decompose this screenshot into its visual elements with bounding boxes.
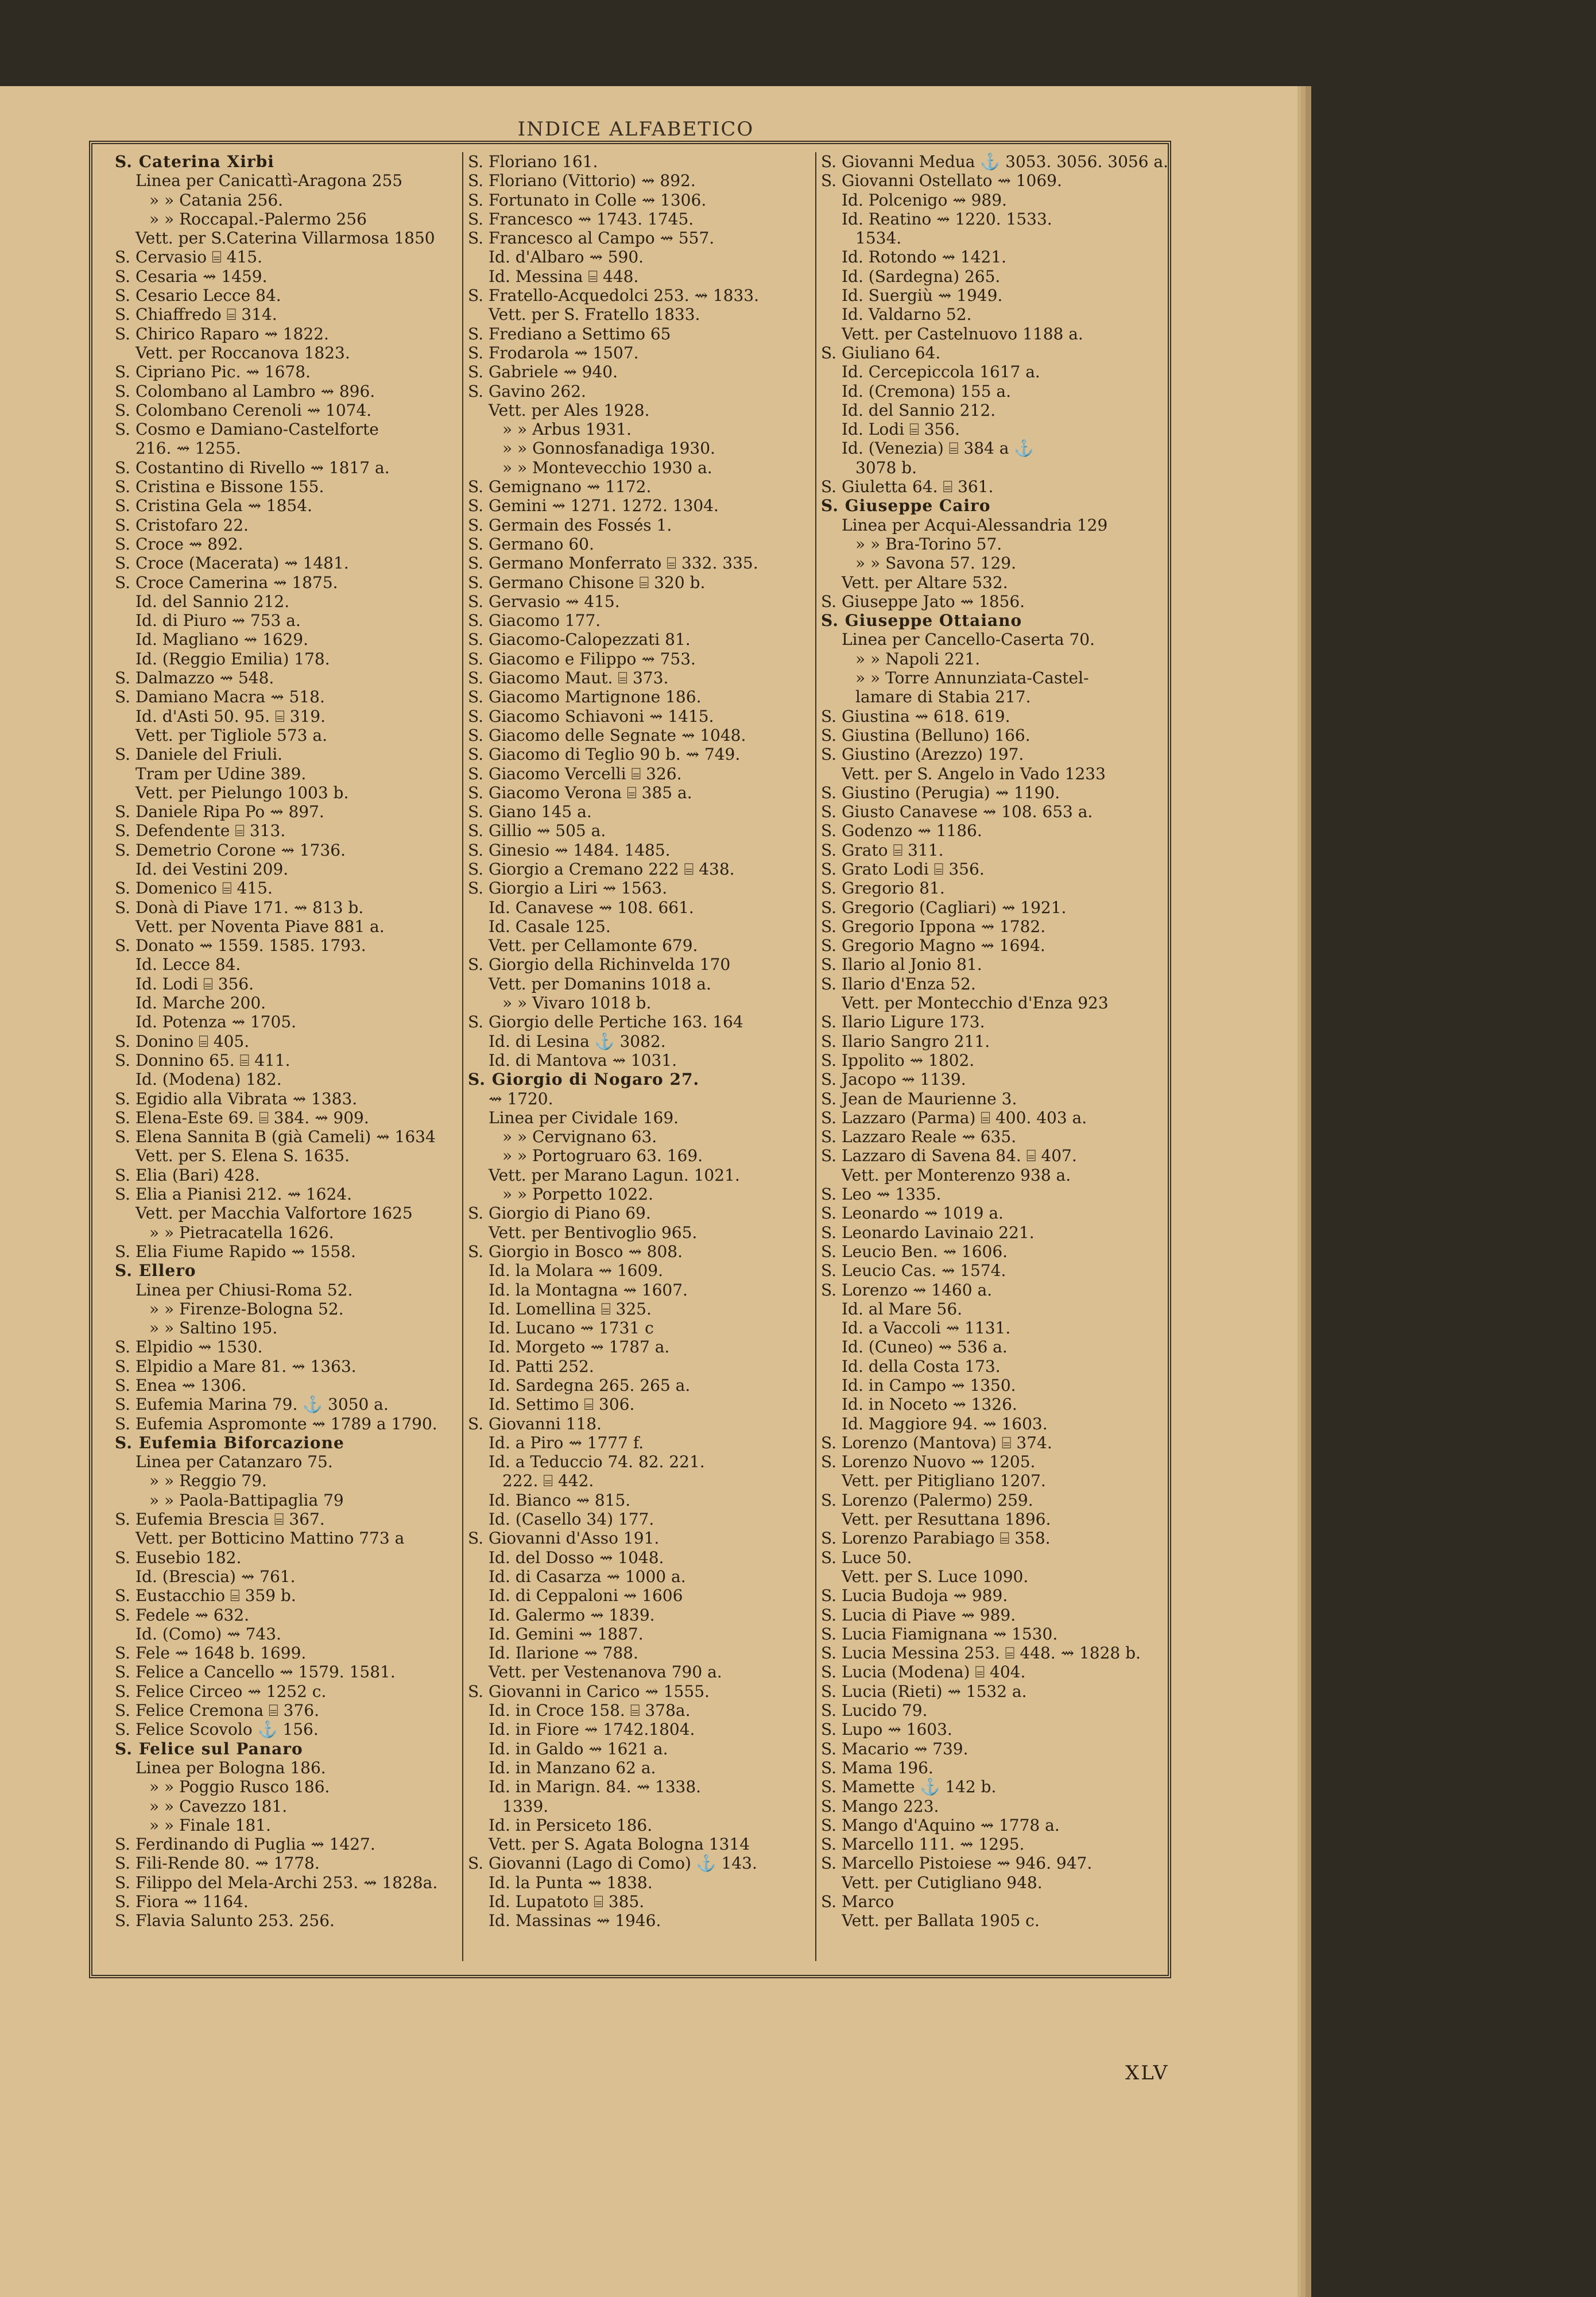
index-entry: Linea per Cividale 169. [489, 1108, 679, 1127]
index-entry: Id. Maggiore 94. ⇝ 1603. [842, 1414, 1048, 1433]
index-entry: S. Elia a Pianisi 212. ⇝ 1624. [115, 1185, 352, 1204]
index-entry: Vett. per S. Angelo in Vado 1233 [842, 764, 1106, 783]
index-entry: Id. (Venezia) ⌸ 384 a ⚓ [842, 439, 1035, 458]
index-entry: Id. Reatino ⇝ 1220. 1533. [842, 209, 1052, 229]
index-entry: S. Lucia Fiamignana ⇝ 1530. [821, 1624, 1058, 1644]
index-entry: S. Gregorio Magno ⇝ 1694. [821, 936, 1045, 956]
index-entry: S. Giorgio della Richinvelda 170 [468, 955, 731, 975]
index-entry: S. Croce Camerina ⇝ 1875. [115, 573, 338, 592]
index-entry: Id. del Sannio 212. [842, 400, 996, 420]
index-entry: Vett. per Roccanova 1823. [135, 343, 350, 362]
index-entry: Vett. per Montecchio d'Enza 923 [842, 993, 1109, 1013]
index-entry: S. Elia (Bari) 428. [115, 1165, 260, 1185]
index-entry: Tram per Udine 389. [135, 764, 307, 783]
index-entry: S. Floriano 161. [468, 152, 598, 171]
index-entry: S. Lorenzo Parabiago ⌸ 358. [821, 1529, 1051, 1548]
index-entry: S. Elpidio ⇝ 1530. [115, 1337, 263, 1357]
index-entry: Vett. per Altare 532. [842, 573, 1008, 592]
index-entry: Id. Massinas ⇝ 1946. [489, 1911, 661, 1931]
index-entry: S. Lupo ⇝ 1603. [821, 1720, 952, 1739]
index-entry: Id. Casale 125. [489, 917, 611, 936]
index-entry: Id. di Ceppaloni ⇝ 1606 [489, 1586, 683, 1606]
index-entry: S. Giuseppe Ottaiano [821, 611, 1022, 631]
index-entry: Id. (Casello 34) 177. [489, 1510, 654, 1529]
index-entry: Id. Galermo ⇝ 1839. [489, 1605, 655, 1625]
index-entry: S. Lucia (Rieti) ⇝ 1532 a. [821, 1681, 1027, 1701]
index-entry: S. Ginesio ⇝ 1484. 1485. [468, 840, 671, 860]
index-entry: Id. in Galdo ⇝ 1621 a. [489, 1739, 668, 1758]
index-entry: Id. (Reggio Emilia) 178. [135, 649, 330, 668]
index-entry: » » Porpetto 1022. [502, 1185, 653, 1204]
index-entry: » » Paola-Battipaglia 79 [149, 1490, 344, 1510]
index-entry: Id. Lodi ⌸ 356. [842, 420, 960, 439]
index-entry: » » Saltino 195. [149, 1318, 278, 1338]
index-entry: S. Cosmo e Damiano-Castelforte [115, 420, 379, 439]
index-entry: S. Eufemia Aspromonte ⇝ 1789 a 1790. [115, 1414, 437, 1433]
index-entry: S. Giovanni in Carico ⇝ 1555. [468, 1681, 710, 1701]
index-entry: Vett. per Ballata 1905 c. [842, 1911, 1040, 1931]
index-entry: Id. in Croce 158. ⌸ 378a. [489, 1701, 691, 1720]
index-entry: S. Jacopo ⇝ 1139. [821, 1070, 966, 1089]
index-entry: S. Enea ⇝ 1306. [115, 1376, 247, 1395]
index-entry: Vett. per Cutigliano 948. [842, 1873, 1043, 1892]
index-entry: Id. (Cuneo) ⇝ 536 a. [842, 1337, 1008, 1357]
index-entry: lamare di Stabia 217. [855, 687, 1031, 707]
index-entry: S. Cipriano Pic. ⇝ 1678. [115, 362, 311, 382]
index-entry: S. Giuliano 64. [821, 343, 941, 362]
index-entry: Id. in Marign. 84. ⇝ 1338. [489, 1777, 702, 1797]
index-entry: S. Marcello Pistoiese ⇝ 946. 947. [821, 1854, 1093, 1873]
index-entry: Id. in Campo ⇝ 1350. [842, 1376, 1016, 1395]
index-entry: S. Ilario d'Enza 52. [821, 974, 976, 993]
index-entry: Id. (Modena) 182. [135, 1070, 282, 1089]
index-entry: S. Elia Fiume Rapido ⇝ 1558. [115, 1242, 356, 1261]
index-entry: Id. Canavese ⇝ 108. 661. [489, 898, 694, 917]
index-entry: S. Lorenzo Nuovo ⇝ 1205. [821, 1452, 1036, 1472]
index-entry: S. Germano Chisone ⌸ 320 b. [468, 573, 706, 592]
index-entry: Id. di Casarza ⇝ 1000 a. [489, 1567, 686, 1586]
index-entry: S. Lazzaro Reale ⇝ 635. [821, 1127, 1017, 1147]
index-entry: S. Gillio ⇝ 505 a. [468, 821, 606, 841]
index-entry: S. Floriano (Vittorio) ⇝ 892. [468, 171, 696, 191]
index-entry: S. Frediano a Settimo 65 [468, 324, 671, 343]
index-entry: Id. Lodi ⌸ 356. [135, 974, 254, 993]
index-entry: S. Daniele del Friuli. [115, 745, 283, 764]
index-entry: S. Costantino di Rivello ⇝ 1817 a. [115, 458, 390, 477]
index-entry: Id. la Molara ⇝ 1609. [489, 1261, 664, 1281]
index-entry: S. Cristofaro 22. [115, 515, 249, 535]
index-entry: S. Francesco al Campo ⇝ 557. [468, 229, 715, 248]
index-entry: S. Ilario al Jonio 81. [821, 955, 982, 975]
index-entry: S. Cesario Lecce 84. [115, 286, 281, 306]
index-entry: » » Bra-Torino 57. [855, 534, 1002, 554]
index-entry: » » Portogruaro 63. 169. [502, 1146, 703, 1166]
index-entry: » » Arbus 1931. [502, 420, 632, 439]
index-entry: S. Eusebio 182. [115, 1548, 242, 1567]
index-entry: » » Vivaro 1018 b. [502, 993, 652, 1013]
index-entry: Id. Rotondo ⇝ 1421. [842, 248, 1007, 267]
index-entry: S. Giacomo Verona ⌸ 385 a. [468, 783, 692, 802]
index-entry: Id. in Persiceto 186. [489, 1815, 653, 1835]
index-entry: S. Germano 60. [468, 534, 594, 554]
index-entry: S. Egidio alla Vibrata ⇝ 1383. [115, 1089, 358, 1108]
index-entry: S. Leo ⇝ 1335. [821, 1185, 942, 1204]
index-entry: Id. Potenza ⇝ 1705. [135, 1012, 297, 1032]
index-entry: S. Giustino (Perugia) ⇝ 1190. [821, 783, 1060, 802]
index-entry: Id. a Teduccio 74. 82. 221. [489, 1452, 705, 1472]
index-entry: S. Grato ⌸ 311. [821, 840, 944, 860]
index-entry: S. Filippo del Mela-Archi 253. ⇝ 1828a. [115, 1873, 438, 1892]
page-header: INDICE ALFABETICO [517, 118, 754, 141]
index-entry: S. Lazzaro di Savena 84. ⌸ 407. [821, 1146, 1077, 1166]
index-entry: Id. (Brescia) ⇝ 761. [135, 1567, 296, 1586]
index-entry: S. Domenico ⌸ 415. [115, 879, 273, 898]
index-entry: S. Damiano Macra ⇝ 518. [115, 687, 325, 707]
index-entry: Id. la Montagna ⇝ 1607. [489, 1280, 688, 1300]
index-entry: Vett. per Bentivoglio 965. [489, 1223, 698, 1242]
index-entry: Id. in Fiore ⇝ 1742.1804. [489, 1720, 695, 1739]
index-entry: S. Felice a Cancello ⇝ 1579. 1581. [115, 1662, 396, 1682]
index-entry: Vett. per Domanins 1018 a. [489, 974, 711, 993]
index-entry: S. Leonardo Lavinaio 221. [821, 1223, 1035, 1242]
index-entry: S. Lucia Messina 253. ⌸ 448. ⇝ 1828 b. [821, 1644, 1141, 1663]
index-entry: » » Torre Annunziata-Castel- [855, 668, 1089, 688]
index-entry: S. Giovanni 118. [468, 1414, 602, 1433]
index-entry: S. Cesaria ⇝ 1459. [115, 266, 268, 286]
index-entry: Vett. per Castelnuovo 1188 a. [842, 324, 1083, 343]
index-entry: Id. del Sannio 212. [135, 591, 290, 611]
index-entry: S. Fiora ⇝ 1164. [115, 1892, 249, 1912]
index-entry: » » Roccapal.-Palermo 256 [149, 209, 367, 229]
index-entry: Id. Lecce 84. [135, 955, 241, 975]
index-entry: Id. in Manzano 62 a. [489, 1758, 656, 1777]
index-entry: Id. in Noceto ⇝ 1326. [842, 1395, 1017, 1414]
index-entry: S. Fratello-Acquedolci 253. ⇝ 1833. [468, 286, 760, 306]
index-entry: S. Lorenzo ⇝ 1460 a. [821, 1280, 993, 1300]
index-entry: S. Ferdinando di Puglia ⇝ 1427. [115, 1835, 375, 1854]
index-entry: S. Caterina Xirbi [115, 152, 274, 171]
index-entry: Vett. per Marano Lagun. 1021. [489, 1165, 740, 1185]
index-entry: S. Grato Lodi ⌸ 356. [821, 859, 985, 879]
index-entry: S. Lucia di Piave ⇝ 989. [821, 1605, 1016, 1625]
index-entry: S. Gregorio 81. [821, 879, 945, 898]
index-entry: Linea per Cancello-Caserta 70. [842, 630, 1095, 649]
index-entry: S. Giacomo di Teglio 90 b. ⇝ 749. [468, 745, 741, 764]
index-entry: S. Germano Monferrato ⌸ 332. 335. [468, 554, 758, 573]
index-entry: S. Donà di Piave 171. ⇝ 813 b. [115, 898, 364, 917]
index-entry: S. Lorenzo (Mantova) ⌸ 374. [821, 1433, 1052, 1452]
index-entry: Id. Lucano ⇝ 1731 c [489, 1318, 654, 1338]
index-entry: S. Jean de Maurienne 3. [821, 1089, 1017, 1108]
index-entry: Id. Morgeto ⇝ 1787 a. [489, 1337, 670, 1357]
index-entry: Id. Polcenigo ⇝ 989. [842, 190, 1007, 210]
index-entry: Vett. per Noventa Piave 881 a. [135, 917, 385, 936]
index-entry: Id. Gemini ⇝ 1887. [489, 1624, 644, 1644]
index-entry: Vett. per S. Luce 1090. [842, 1567, 1029, 1586]
index-entry: » » Savona 57. 129. [855, 554, 1017, 573]
index-entry: S. Giusto Canavese ⇝ 108. 653 a. [821, 802, 1093, 822]
index-entry: S. Macario ⇝ 739. [821, 1739, 969, 1758]
index-entry: S. Eustacchio ⌸ 359 b. [115, 1586, 296, 1606]
index-entry: Id. Bianco ⇝ 815. [489, 1490, 631, 1510]
index-column-3 [821, 152, 1171, 1961]
index-entry: S. Elena Sannita B (già Cameli) ⇝ 1634 [115, 1127, 436, 1147]
index-entry: » » Cavezzo 181. [149, 1796, 288, 1816]
index-entry: S. Eufemia Brescia ⌸ 367. [115, 1510, 325, 1529]
index-entry: Vett. per S. Fratello 1833. [489, 305, 700, 324]
index-entry: S. Cristina e Bissone 155. [115, 477, 324, 497]
index-entry: 1339. [502, 1796, 549, 1816]
index-entry: S. Gavino 262. [468, 381, 586, 401]
index-entry: Id. (Como) ⇝ 743. [135, 1624, 281, 1644]
index-entry: S. Felice Cremona ⌸ 376. [115, 1701, 319, 1720]
index-entry: Linea per Chiusi-Roma 52. [135, 1280, 353, 1300]
index-entry: S. Ippolito ⇝ 1802. [821, 1050, 975, 1070]
index-entry: S. Donino ⌸ 405. [115, 1031, 250, 1051]
index-entry: S. Mama 196. [821, 1758, 933, 1777]
index-entry: S. Giustino (Arezzo) 197. [821, 745, 1024, 764]
index-entry: S. Colombano Cerenoli ⇝ 1074. [115, 400, 372, 420]
index-entry: Vett. per S. Elena S. 1635. [135, 1146, 350, 1166]
index-entry: Vett. per Macchia Valfortore 1625 [135, 1204, 413, 1223]
index-entry: S. Giorgio di Nogaro 27. [468, 1070, 700, 1089]
index-column-1 [115, 152, 465, 1961]
index-entry: Linea per Catanzaro 75. [135, 1452, 333, 1472]
index-entry: Id. Cercepiccola 1617 a. [842, 362, 1040, 382]
index-entry: S. Giacomo Vercelli ⌸ 326. [468, 764, 682, 783]
index-entry: Id. (Sardegna) 265. [842, 266, 1001, 286]
index-entry: Id. Patti 252. [489, 1356, 594, 1376]
index-entry: Vett. per Botticino Mattino 773 a [135, 1529, 405, 1548]
index-entry: S. Giovanni Medua ⚓ 3053. 3056. 3056 a. [821, 152, 1169, 171]
index-entry: S. Marco [821, 1892, 894, 1912]
index-entry: S. Leucio Cas. ⇝ 1574. [821, 1261, 1006, 1281]
index-entry: Id. Valdarno 52. [842, 305, 972, 324]
index-entry: S. Gabriele ⇝ 940. [468, 362, 618, 382]
index-entry: S. Mamette ⚓ 142 b. [821, 1777, 997, 1797]
index-entry: Vett. per Pielungo 1003 b. [135, 783, 349, 802]
index-entry: Id. di Lesina ⚓ 3082. [489, 1031, 666, 1051]
index-entry: S. Giorgio in Bosco ⇝ 808. [468, 1242, 683, 1261]
index-entry: S. Ellero [115, 1261, 196, 1281]
index-entry: S. Felice Scovolo ⚓ 156. [115, 1720, 319, 1739]
index-entry: S. Mango d'Aquino ⇝ 1778 a. [821, 1815, 1060, 1835]
index-entry: Id. la Punta ⇝ 1838. [489, 1873, 653, 1892]
index-entry: S. Fedele ⇝ 632. [115, 1605, 250, 1625]
index-entry: Id. (Cremona) 155 a. [842, 381, 1011, 401]
index-entry: S. Giuseppe Jato ⇝ 1856. [821, 591, 1025, 611]
index-entry: S. Germain des Fossés 1. [468, 515, 672, 535]
index-entry: Id. a Piro ⇝ 1777 f. [489, 1433, 644, 1452]
index-entry: Id. Settimo ⌸ 306. [489, 1395, 635, 1414]
index-entry: S. Elpidio a Mare 81. ⇝ 1363. [115, 1356, 357, 1376]
index-entry: S. Leonardo ⇝ 1019 a. [821, 1204, 1004, 1223]
index-entry: S. Colombano al Lambro ⇝ 896. [115, 381, 375, 401]
index-entry: Vett. per Cellamonte 679. [489, 936, 698, 956]
index-entry: Vett. per S.Caterina Villarmosa 1850 [135, 229, 435, 248]
index-entry: » » Firenze-Bologna 52. [149, 1299, 344, 1318]
index-entry: S. Lucido 79. [821, 1701, 928, 1720]
index-entry: S. Eufemia Biforcazione [115, 1433, 344, 1452]
index-entry: S. Gemini ⇝ 1271. 1272. 1304. [468, 496, 719, 516]
index-entry: S. Frodarola ⇝ 1507. [468, 343, 639, 362]
index-entry: Id. Ilarione ⇝ 788. [489, 1644, 638, 1663]
index-entry: » » Napoli 221. [855, 649, 981, 668]
index-entry: S. Giuletta 64. ⌸ 361. [821, 477, 994, 497]
index-entry: » » Pietracatella 1626. [149, 1223, 334, 1242]
index-entry: S. Giacomo delle Segnate ⇝ 1048. [468, 725, 746, 745]
index-entry: S. Giacomo e Filippo ⇝ 753. [468, 649, 696, 668]
index-entry: S. Giustina ⇝ 618. 619. [821, 706, 1010, 726]
index-entry: S. Defendente ⌸ 313. [115, 821, 286, 841]
index-entry: 3078 b. [855, 458, 917, 477]
index-entry: S. Giano 145 a. [468, 802, 592, 822]
index-entry: S. Lorenzo (Palermo) 259. [821, 1490, 1033, 1510]
index-entry: Id. a Vaccoli ⇝ 1131. [842, 1318, 1011, 1338]
index-entry: Vett. per Monterenzo 938 a. [842, 1165, 1071, 1185]
index-entry: S. Cervasio ⌸ 415. [115, 248, 263, 267]
index-entry: S. Godenzo ⇝ 1186. [821, 821, 982, 841]
index-entry: S. Leucio Ben. ⇝ 1606. [821, 1242, 1008, 1261]
index-entry: S. Giacomo-Calopezzati 81. [468, 630, 691, 649]
index-entry: S. Giorgio a Liri ⇝ 1563. [468, 879, 668, 898]
index-entry: S. Donato ⇝ 1559. 1585. 1793. [115, 936, 366, 956]
index-entry: » » Reggio 79. [149, 1471, 267, 1491]
index-entry: Linea per Canicattì-Aragona 255 [135, 171, 403, 191]
index-entry: Id. Lupatoto ⌸ 385. [489, 1892, 645, 1912]
index-entry: Vett. per Vestenanova 790 a. [489, 1662, 722, 1682]
index-entry: Linea per Bologna 186. [135, 1758, 326, 1777]
index-entry: Vett. per Ales 1928. [489, 400, 650, 420]
index-entry: » » Cervignano 63. [502, 1127, 657, 1147]
index-entry: S. Cristina Gela ⇝ 1854. [115, 496, 312, 516]
index-entry: S. Fili-Rende 80. ⇝ 1778. [115, 1854, 320, 1873]
index-entry: Vett. per Resuttana 1896. [842, 1510, 1051, 1529]
index-entry: Id. Sardegna 265. 265 a. [489, 1376, 691, 1395]
index-entry: S. Felice Circeo ⇝ 1252 c. [115, 1681, 327, 1701]
index-entry: S. Donnino 65. ⌸ 411. [115, 1050, 290, 1070]
index-entry: Id. d'Albaro ⇝ 590. [489, 248, 644, 267]
index-entry: S. Gregorio Ippona ⇝ 1782. [821, 917, 1046, 936]
index-entry: S. Francesco ⇝ 1743. 1745. [468, 209, 694, 229]
index-entry: Id. d'Asti 50. 95. ⌸ 319. [135, 706, 326, 726]
index-entry: S. Elena-Este 69. ⌸ 384. ⇝ 909. [115, 1108, 369, 1127]
index-entry: S. Marcello 111. ⇝ 1295. [821, 1835, 1025, 1854]
index-entry: S. Giacomo Schiavoni ⇝ 1415. [468, 706, 714, 726]
index-column-2 [468, 152, 818, 1961]
index-entry: S. Croce (Macerata) ⇝ 1481. [115, 554, 349, 573]
index-entry: Id. Suergiù ⇝ 1949. [842, 286, 1003, 306]
index-entry: S. Giacomo Maut. ⌸ 373. [468, 668, 669, 688]
index-entry: S. Chirico Raparo ⇝ 1822. [115, 324, 329, 343]
index-entry: S. Daniele Ripa Po ⇝ 897. [115, 802, 324, 822]
index-entry: S. Ilario Sangro 211. [821, 1031, 990, 1051]
page-number: XLV [1125, 2062, 1169, 2085]
index-entry: » » Catania 256. [149, 190, 284, 210]
index-entry: Id. di Piuro ⇝ 753 a. [135, 611, 301, 631]
index-entry: S. Giovanni (Lago di Como) ⚓ 143. [468, 1854, 757, 1873]
index-entry: S. Giorgio a Cremano 222 ⌸ 438. [468, 859, 735, 879]
index-entry: S. Lucia (Modena) ⌸ 404. [821, 1662, 1026, 1682]
index-entry: » » Finale 181. [149, 1815, 271, 1835]
index-entry: Id. al Mare 56. [842, 1299, 963, 1318]
index-entry: » » Montevecchio 1930 a. [502, 458, 712, 477]
index-entry: Vett. per Pitigliano 1207. [842, 1471, 1046, 1491]
index-entry: S. Ilario Ligure 173. [821, 1012, 985, 1032]
index-entry: S. Giustina (Belluno) 166. [821, 725, 1031, 745]
index-entry: S. Giuseppe Cairo [821, 496, 991, 516]
index-entry: S. Lazzaro (Parma) ⌸ 400. 403 a. [821, 1108, 1087, 1127]
index-entry: Vett. per Tigliole 573 a. [135, 725, 327, 745]
index-entry: Id. della Costa 173. [842, 1356, 1001, 1376]
index-entry: S. Eufemia Marina 79. ⚓ 3050 a. [115, 1395, 389, 1414]
index-entry: S. Dalmazzo ⇝ 548. [115, 668, 274, 688]
index-entry: Id. Messina ⌸ 448. [489, 266, 639, 286]
index-entry: S. Giorgio delle Pertiche 163. 164 [468, 1012, 743, 1032]
index-entry: S. Flavia Salunto 253. 256. [115, 1911, 335, 1931]
index-entry: S. Giorgio di Piano 69. [468, 1204, 651, 1223]
index-entry: ⇝ 1720. [489, 1089, 553, 1108]
index-entry: S. Fortunato in Colle ⇝ 1306. [468, 190, 707, 210]
index-entry: S. Fele ⇝ 1648 b. 1699. [115, 1644, 307, 1663]
index-entry: Vett. per S. Agata Bologna 1314 [489, 1835, 750, 1854]
index-entry: Id. del Dosso ⇝ 1048. [489, 1548, 664, 1567]
index-entry: S. Felice sul Panaro [115, 1739, 303, 1758]
index-entry: 216. ⇝ 1255. [135, 439, 241, 458]
index-entry: Id. di Mantova ⇝ 1031. [489, 1050, 677, 1070]
index-entry: S. Croce ⇝ 892. [115, 534, 243, 554]
index-entry: 1534. [855, 229, 902, 248]
index-entry: S. Mango 223. [821, 1796, 939, 1816]
index-entry: S. Giacomo 177. [468, 611, 601, 631]
index-entry: S. Luce 50. [821, 1548, 912, 1567]
index-entry: Id. dei Vestini 209. [135, 859, 289, 879]
index-entry: Linea per Acqui-Alessandria 129 [842, 515, 1108, 535]
index-entry: S. Gemignano ⇝ 1172. [468, 477, 652, 497]
index-entry: Id. Marche 200. [135, 993, 266, 1013]
index-entry: 222. ⌸ 442. [502, 1471, 594, 1491]
index-entry: S. Giovanni Ostellato ⇝ 1069. [821, 171, 1062, 191]
index-entry: Id. Magliano ⇝ 1629. [135, 630, 308, 649]
index-entry: S. Giacomo Martignone 186. [468, 687, 702, 707]
index-entry: » » Gonnosfanadiga 1930. [502, 439, 715, 458]
index-entry: » » Poggio Rusco 186. [149, 1777, 330, 1797]
index-entry: S. Chiaffredo ⌸ 314. [115, 305, 277, 324]
index-entry: S. Gregorio (Cagliari) ⇝ 1921. [821, 898, 1067, 917]
index-entry: S. Giovanni d'Asso 191. [468, 1529, 660, 1548]
index-entry: S. Lucia Budoja ⇝ 989. [821, 1586, 1008, 1606]
index-entry: Id. Lomellina ⌸ 325. [489, 1299, 652, 1318]
index-entry: S. Gervasio ⇝ 415. [468, 591, 620, 611]
index-entry: S. Demetrio Corone ⇝ 1736. [115, 840, 346, 860]
